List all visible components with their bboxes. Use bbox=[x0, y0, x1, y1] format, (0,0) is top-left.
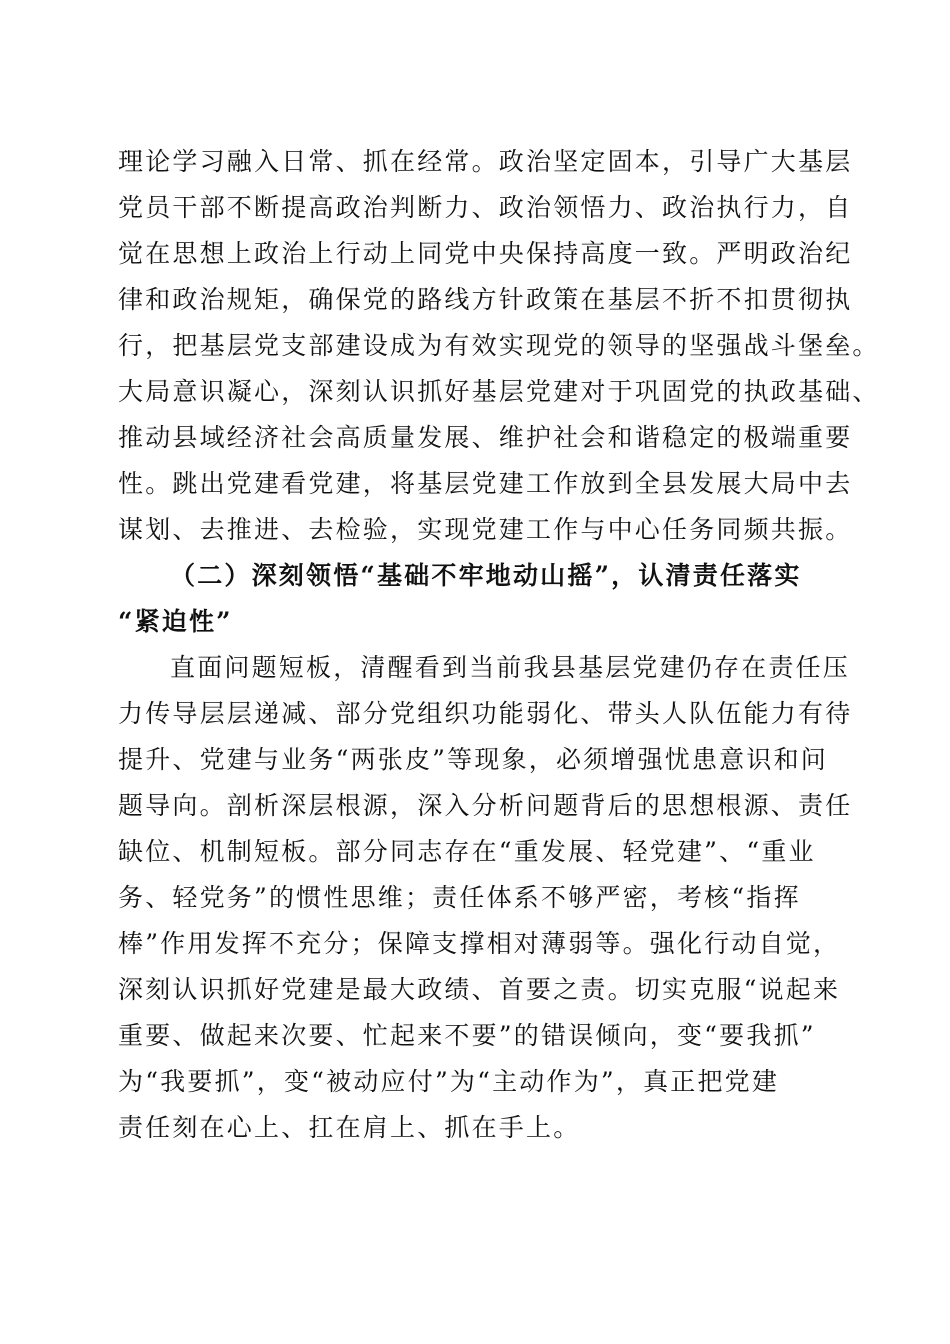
body-line: 重要、做起来次要、忙起来不要”的错误倾向，变“要我抓” bbox=[118, 1021, 816, 1050]
body-line: 推动县域经济社会高质量发展、维护社会和谐稳定的极端重要 bbox=[118, 423, 853, 452]
body-line: 大局意识凝心，深刻认识抓好基层党建对于巩固党的执政基础、 bbox=[118, 377, 880, 406]
section-heading-continuation: “紧迫性” bbox=[118, 607, 233, 636]
body-line: 为“我要抓”，变“被动应付”为“主动作为”，真正把党建 bbox=[118, 1067, 780, 1096]
body-line: 觉在思想上政治上行动上同党中央保持高度一致。严明政治纪 bbox=[118, 239, 853, 268]
body-line: 谋划、去推进、去检验，实现党建工作与中心任务同频共振。 bbox=[118, 515, 853, 544]
body-line: 律和政治规矩，确保党的路线方针政策在基层不折不扣贯彻执 bbox=[118, 285, 853, 314]
body-line: 党员干部不断提高政治判断力、政治领悟力、政治执行力，自 bbox=[118, 193, 853, 222]
body-line: 责任刻在心上、扛在肩上、抓在手上。 bbox=[118, 1113, 581, 1142]
body-line: 提升、党建与业务“两张皮”等现象，必须增强忧患意识和问 bbox=[118, 745, 828, 774]
body-line: 缺位、机制短板。部分同志存在“重发展、轻党建”、“重业 bbox=[118, 837, 816, 866]
section-heading: （二）深刻领悟“基础不牢地动山摇”，认清责任落实 bbox=[170, 561, 802, 590]
body-line: 理论学习融入日常、抓在经常。政治坚定固本，引导广大基层 bbox=[118, 147, 853, 176]
body-line: 行，把基层党支部建设成为有效实现党的领导的坚强战斗堡垒。 bbox=[118, 331, 880, 360]
body-line: 性。跳出党建看党建，将基层党建工作放到全县发展大局中去 bbox=[118, 469, 853, 498]
body-line: 力传导层层递减、部分党组织功能弱化、带头人队伍能力有待 bbox=[118, 699, 853, 728]
body-line: 深刻认识抓好党建是最大政绩、首要之责。切实克服“说起来 bbox=[118, 975, 841, 1004]
body-line: 题导向。剖析深层根源，深入分析问题背后的思想根源、责任 bbox=[118, 791, 853, 820]
body-line: 直面问题短板，清醒看到当前我县基层党建仍存在责任压 bbox=[170, 653, 851, 682]
body-line: 棒”作用发挥不充分；保障支撑相对薄弱等。强化行动自觉， bbox=[118, 929, 841, 958]
body-line: 务、轻党务”的惯性思维；责任体系不够严密，考核“指挥 bbox=[118, 883, 801, 912]
